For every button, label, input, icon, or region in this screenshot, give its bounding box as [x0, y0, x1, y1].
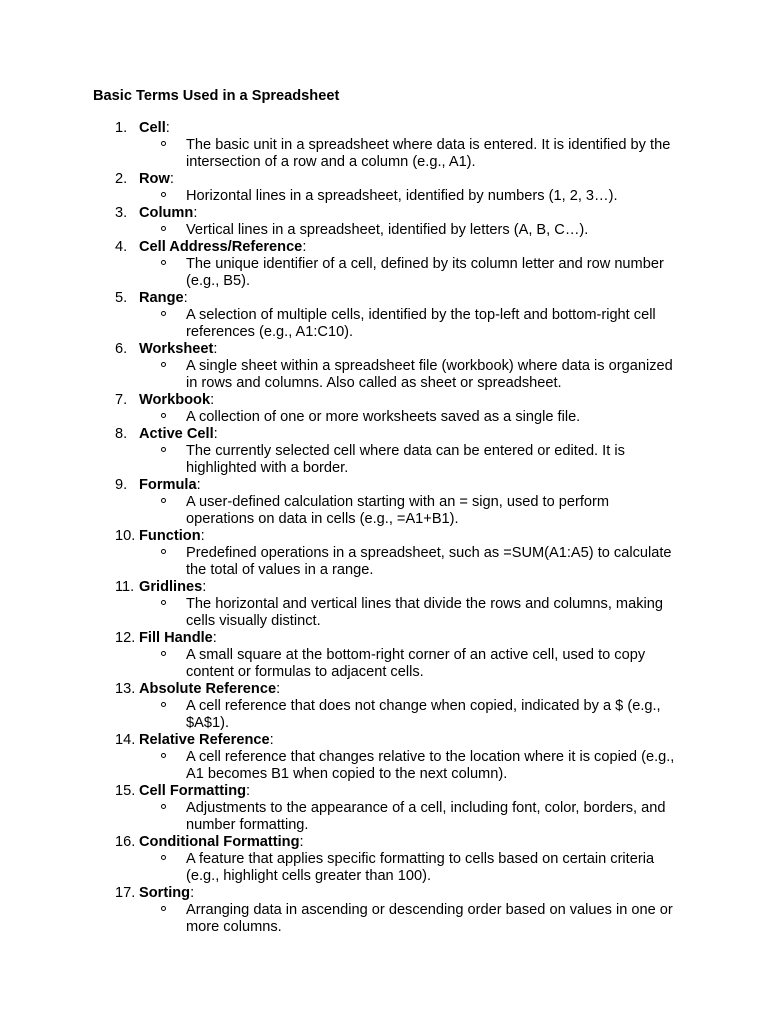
hollow-circle-bullet-icon — [161, 260, 166, 265]
terms-list — [0, 120, 768, 936]
term-number: 12. — [115, 630, 136, 646]
term-description: A collection of one or more worksheets saved as a single file. — [186, 409, 581, 425]
term-colon: : — [302, 239, 307, 255]
term-heading — [0, 426, 768, 443]
hollow-circle-bullet-icon — [161, 804, 166, 809]
term-label — [139, 290, 188, 307]
term-description-item — [0, 545, 676, 579]
term-description: The basic unit in a spreadsheet where data is entered. It is identified by the intersection of a row and a column (e.g., A1). — [186, 137, 671, 170]
term-description: A small square at the bottom-right corner of an active cell, used to copy content or formulas to adjacent cells. — [186, 647, 646, 680]
term-colon: : — [210, 392, 215, 408]
term-heading — [0, 732, 768, 749]
term-heading — [0, 239, 768, 256]
term-heading — [0, 477, 768, 494]
term-description: A user-defined calculation starting with an = sign, used to perform operations on data in cells (e.g., =A1+B1). — [186, 494, 610, 527]
term-heading — [0, 205, 768, 222]
term-description: Adjustments to the appearance of a cell, including font, color, borders, and number formatting. — [186, 800, 666, 833]
term-item — [0, 392, 768, 426]
term-description-item — [0, 222, 676, 239]
term-label — [139, 341, 217, 358]
term-item — [0, 630, 768, 681]
term-description: A cell reference that does not change when copied, indicated by a $ (e.g., $A$1). — [186, 698, 661, 731]
term-label — [139, 171, 174, 188]
term-item — [0, 579, 768, 630]
term-description: The currently selected cell where data can be entered or edited. It is highlighted with a border. — [186, 443, 625, 476]
term-number: 7. — [115, 392, 128, 408]
term-label — [139, 579, 206, 596]
term-colon: : — [299, 834, 304, 850]
term-colon: : — [202, 579, 207, 595]
term-item — [0, 528, 768, 579]
term-heading — [0, 120, 768, 137]
term-description-item — [0, 256, 676, 290]
term-label — [139, 681, 280, 698]
term-number: 13. — [115, 681, 136, 697]
term-heading — [0, 834, 768, 851]
term-heading — [0, 885, 768, 902]
hollow-circle-bullet-icon — [161, 753, 166, 758]
term-item — [0, 477, 768, 528]
hollow-circle-bullet-icon — [161, 906, 166, 911]
term-description: A single sheet within a spreadsheet file (workbook) where data is organized in rows and columns. Also called as sheet or spreadsheet. — [186, 358, 673, 391]
term-number: 10. — [115, 528, 136, 544]
term-label — [139, 528, 205, 545]
term-number: 16. — [115, 834, 136, 850]
term-description-item — [0, 409, 676, 426]
term-description: Arranging data in ascending or descending order based on values in one or more columns. — [186, 902, 673, 935]
term-colon: : — [196, 477, 201, 493]
term-colon: : — [269, 732, 274, 748]
term-colon: : — [213, 426, 218, 442]
term-description-item — [0, 800, 676, 834]
term-item — [0, 783, 768, 834]
term-name: Cell Address/Reference — [139, 239, 303, 255]
hollow-circle-bullet-icon — [161, 311, 166, 316]
hollow-circle-bullet-icon — [161, 600, 166, 605]
term-label — [139, 426, 218, 443]
term-name: Cell — [139, 120, 166, 136]
hollow-circle-bullet-icon — [161, 549, 166, 554]
hollow-circle-bullet-icon — [161, 141, 166, 146]
term-colon: : — [213, 341, 218, 357]
term-name: Fill Handle — [139, 630, 213, 646]
term-colon: : — [200, 528, 205, 544]
term-label — [139, 205, 197, 222]
term-colon: : — [165, 120, 170, 136]
term-number: 8. — [115, 426, 128, 442]
term-description-item — [0, 647, 676, 681]
term-name: Worksheet — [139, 341, 214, 357]
hollow-circle-bullet-icon — [161, 855, 166, 860]
term-label — [139, 239, 306, 256]
term-colon: : — [169, 171, 174, 187]
term-label — [139, 630, 217, 647]
term-item — [0, 732, 768, 783]
term-number: 17. — [115, 885, 136, 901]
term-description: A feature that applies specific formatting to cells based on certain criteria (e.g., highlight cells greater than 100). — [186, 851, 655, 884]
term-name: Formula — [139, 477, 197, 493]
term-description: The unique identifier of a cell, defined by its column letter and row number (e.g., B5). — [186, 256, 664, 289]
term-heading — [0, 579, 768, 596]
term-description-item — [0, 851, 676, 885]
term-item — [0, 834, 768, 885]
term-number: 6. — [115, 341, 128, 357]
term-name: Conditional Formatting — [139, 834, 300, 850]
term-description-item — [0, 358, 676, 392]
term-description-item — [0, 596, 676, 630]
term-name: Column — [139, 205, 194, 221]
hollow-circle-bullet-icon — [161, 192, 166, 197]
term-description-item — [0, 188, 676, 205]
term-name: Active Cell — [139, 426, 214, 442]
term-name: Row — [139, 171, 170, 187]
term-item — [0, 885, 768, 936]
term-name: Workbook — [139, 392, 211, 408]
term-colon: : — [246, 783, 251, 799]
term-label — [139, 477, 201, 494]
term-label — [139, 783, 250, 800]
term-heading — [0, 681, 768, 698]
term-label — [139, 120, 170, 137]
term-item — [0, 290, 768, 341]
term-name: Sorting — [139, 885, 191, 901]
term-colon: : — [190, 885, 195, 901]
term-number: 14. — [115, 732, 136, 748]
term-item — [0, 426, 768, 477]
term-description-item — [0, 494, 676, 528]
term-item — [0, 341, 768, 392]
term-colon: : — [183, 290, 188, 306]
term-heading — [0, 630, 768, 647]
term-name: Range — [139, 290, 184, 306]
term-description: A cell reference that changes relative to the location where it is copied (e.g., A1 becomes B1 when copied to the next column). — [186, 749, 675, 782]
term-heading — [0, 341, 768, 358]
term-name: Cell Formatting — [139, 783, 247, 799]
term-number: 5. — [115, 290, 128, 306]
term-item — [0, 171, 768, 205]
hollow-circle-bullet-icon — [161, 447, 166, 452]
term-description: Horizontal lines in a spreadsheet, identified by numbers (1, 2, 3…). — [186, 188, 618, 204]
term-item — [0, 681, 768, 732]
term-number: 2. — [115, 171, 128, 187]
term-label — [139, 392, 214, 409]
term-heading — [0, 783, 768, 800]
term-description-item — [0, 443, 676, 477]
term-name: Relative Reference — [139, 732, 270, 748]
term-colon: : — [193, 205, 198, 221]
term-number: 3. — [115, 205, 128, 221]
term-description-item — [0, 137, 676, 171]
hollow-circle-bullet-icon — [161, 413, 166, 418]
term-heading — [0, 290, 768, 307]
hollow-circle-bullet-icon — [161, 702, 166, 707]
term-item — [0, 120, 768, 171]
term-description-item — [0, 749, 676, 783]
term-description: Predefined operations in a spreadsheet, such as =SUM(A1:A5) to calculate the total of values in a range. — [186, 545, 672, 578]
term-colon: : — [276, 681, 281, 697]
hollow-circle-bullet-icon — [161, 362, 166, 367]
term-colon: : — [212, 630, 217, 646]
term-number: 4. — [115, 239, 128, 255]
hollow-circle-bullet-icon — [161, 226, 166, 231]
hollow-circle-bullet-icon — [161, 498, 166, 503]
term-description-item — [0, 902, 676, 936]
hollow-circle-bullet-icon — [161, 651, 166, 656]
term-heading — [0, 171, 768, 188]
term-item — [0, 205, 768, 239]
term-item — [0, 239, 768, 290]
term-description: The horizontal and vertical lines that divide the rows and columns, making cells visually distinct. — [186, 596, 663, 629]
term-description: A selection of multiple cells, identified by the top-left and bottom-right cell references (e.g., A1:C10). — [186, 307, 656, 340]
term-description-item — [0, 698, 676, 732]
term-heading — [0, 528, 768, 545]
term-label — [139, 834, 304, 851]
term-heading — [0, 392, 768, 409]
term-name: Gridlines — [139, 579, 203, 595]
term-name: Absolute Reference — [139, 681, 277, 697]
term-number: 9. — [115, 477, 128, 493]
term-number: 1. — [115, 120, 128, 136]
term-number: 15. — [115, 783, 136, 799]
term-description: Vertical lines in a spreadsheet, identified by letters (A, B, C…). — [186, 222, 589, 238]
document-title: Basic Terms Used in a Spreadsheet — [93, 88, 340, 104]
term-name: Function — [139, 528, 201, 544]
term-description-item — [0, 307, 676, 341]
term-label — [139, 732, 274, 749]
term-label — [139, 885, 194, 902]
term-number: 11. — [115, 579, 135, 595]
